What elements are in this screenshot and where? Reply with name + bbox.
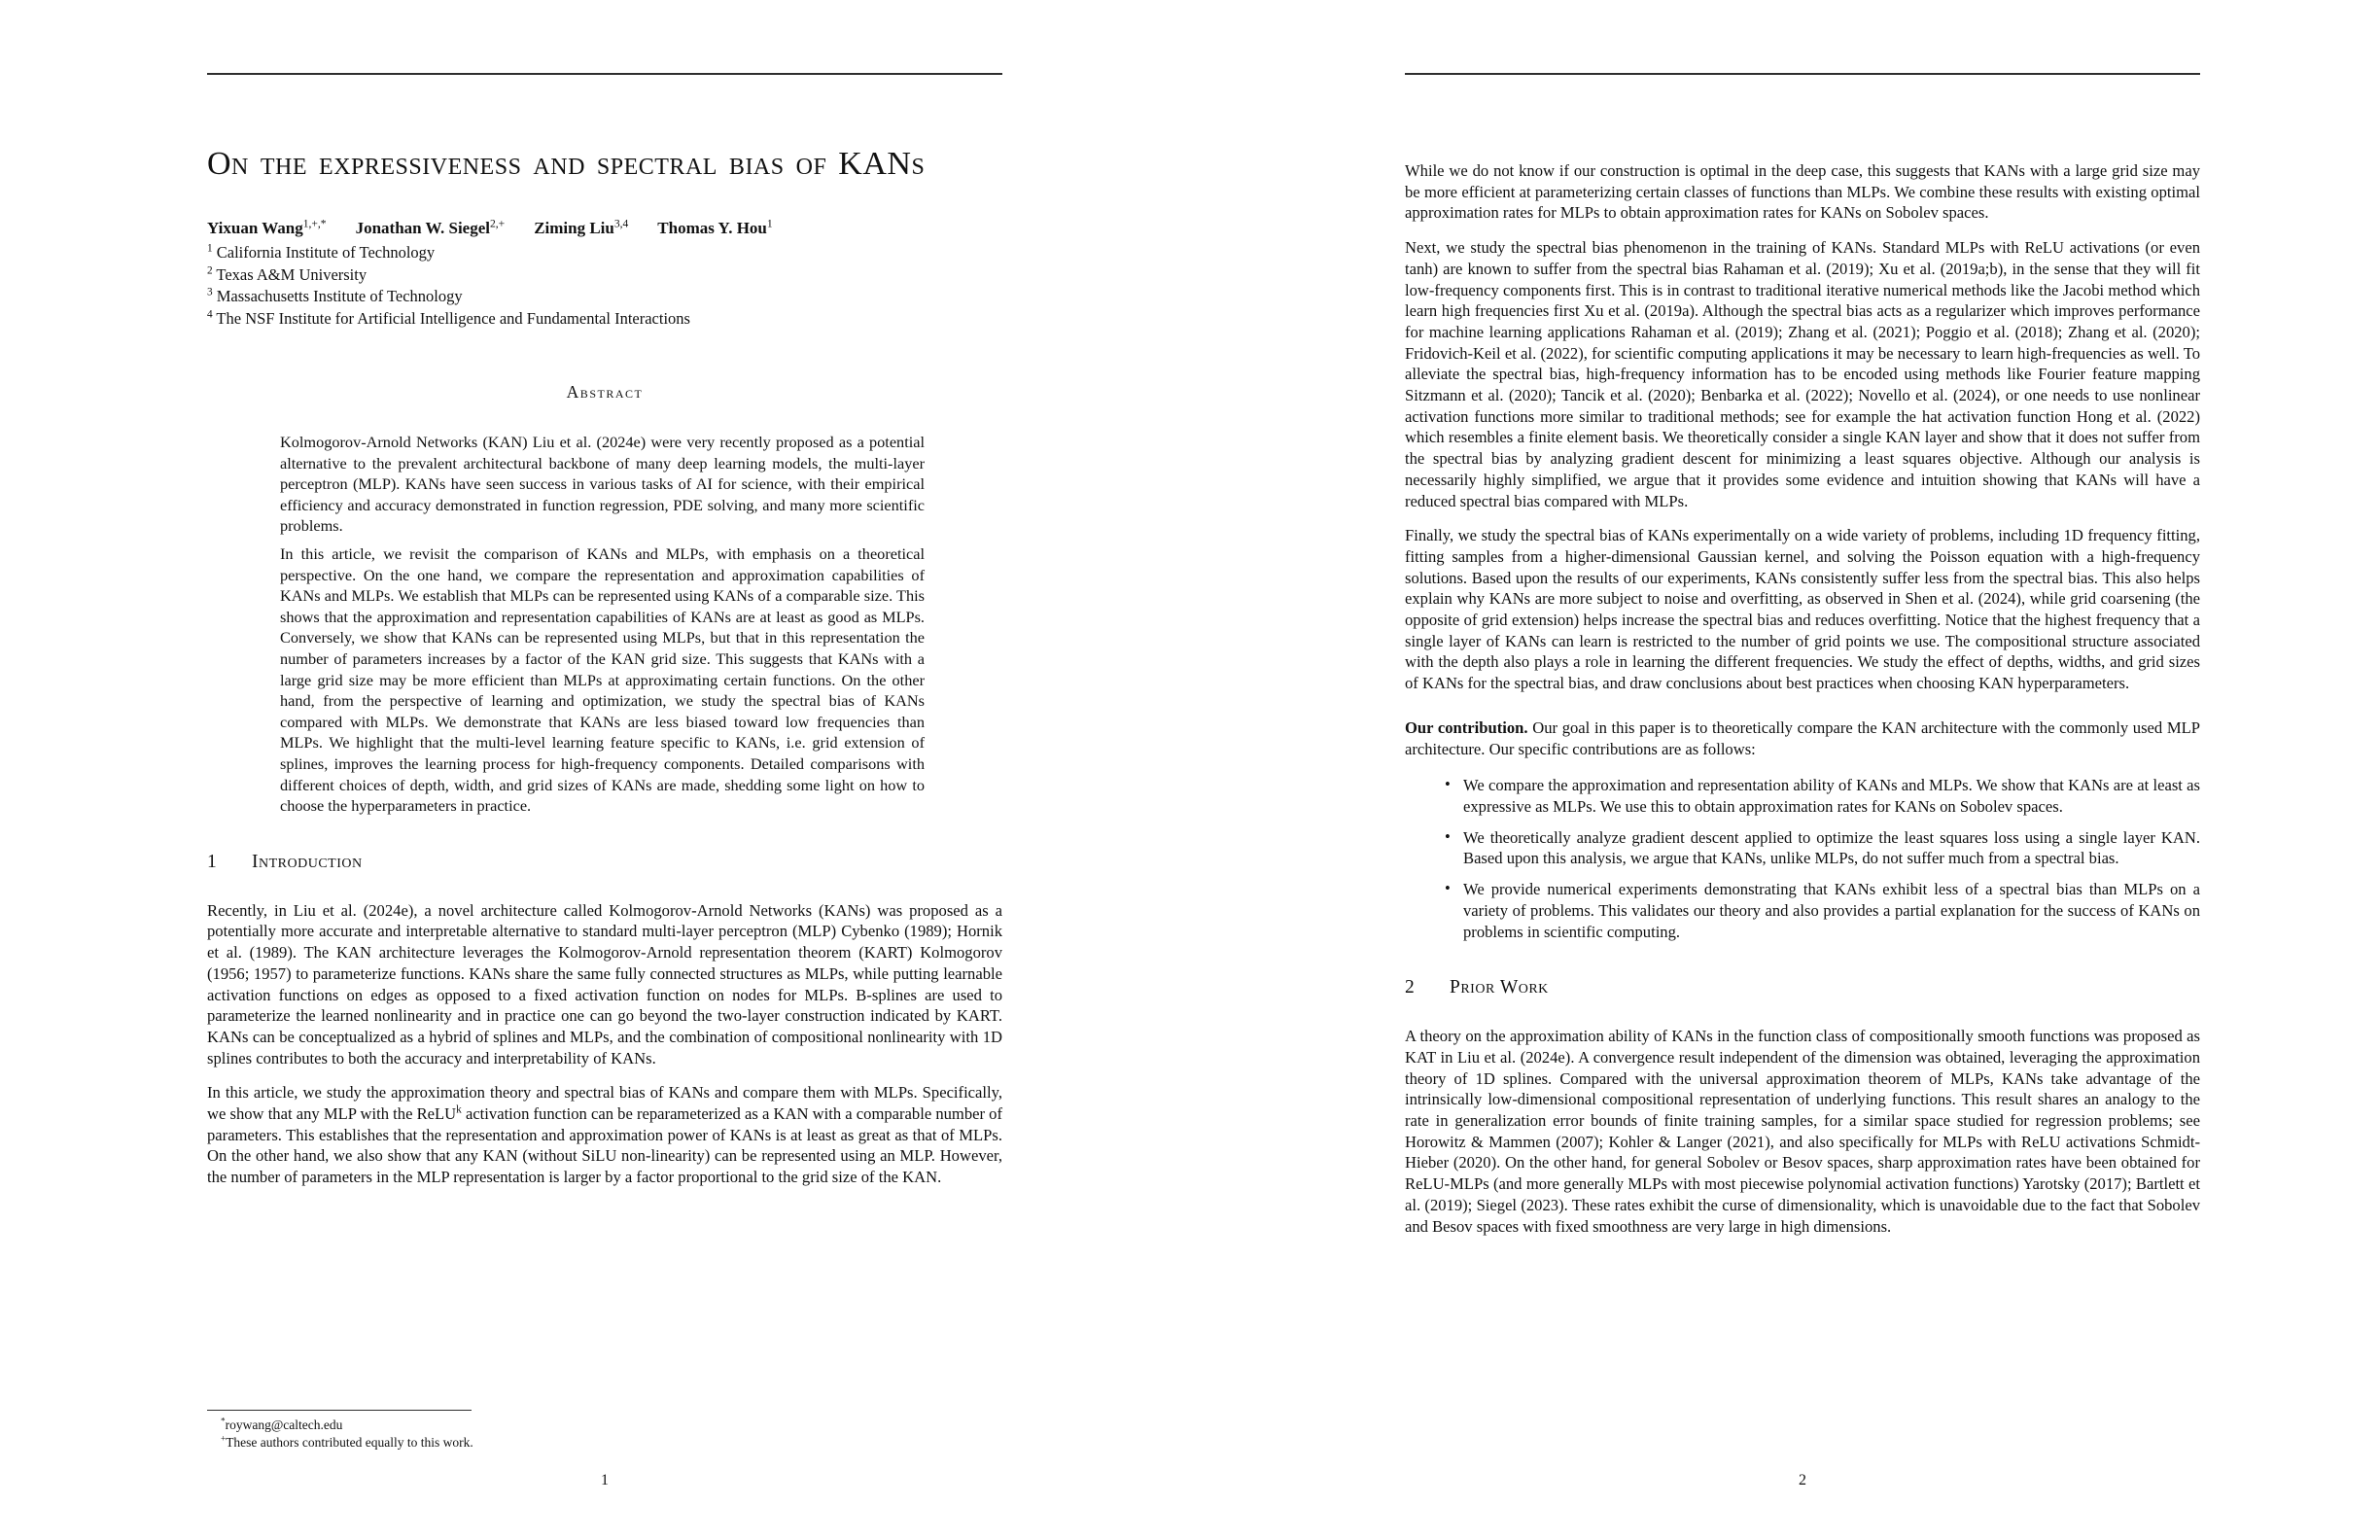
section-heading-prior-work bbox=[1405, 977, 2200, 998]
author-superscript: 2,+ bbox=[490, 217, 506, 230]
body-paragraph: While we do not know if our construction is optimal in the deep case, this suggests that KANs with a large grid size may be more efficient at parameterizing certain classes of functions than MLPs. We combine these results with existing optimal approximation rates for MLPs to obtain approximation rates for KANs on Sobolev spaces. bbox=[1405, 161, 2200, 223]
author bbox=[356, 219, 506, 237]
body-paragraph: Finally, we study the spectral bias of KANs experimentally on a wide variety of problems, including 1D frequency fitting, fitting samples from a higher-dimensional Gaussian kernel, and solving the Poisson equation with a high-frequency solutions. Based upon the results of our experiments, KANs consistently suffer less from the spectral bias. This also helps explain why KANs are more subject to noise and overfitting, as observed in Shen et al. (2024), while grid coarsening (the opposite of grid extension) helps increase the spectral bias and reduces overfitting. Notice that the highest frequency that a single layer of KANs can learn is restricted to the number of grid points we use. The compositional structure associated with the depth also plays a role in learning the different frequencies. We study the effect of depths, widths, and grid sizes of KANs for the spectral bias, and draw conclusions about best practices when choosing KAN hyperparameters. bbox=[1405, 526, 2200, 693]
header-rule bbox=[207, 73, 1002, 75]
bullet-icon: • bbox=[1445, 775, 1451, 794]
list-item bbox=[1445, 775, 2200, 817]
footnote-text: roywang@caltech.edu bbox=[225, 1418, 343, 1432]
relu-exponent: k bbox=[456, 1103, 462, 1116]
section-title: Prior Work bbox=[1450, 977, 1549, 998]
author bbox=[207, 219, 327, 237]
paper-title: On the expressiveness and spectral bias of KANs bbox=[207, 146, 926, 182]
contribution-text: Our goal in this paper is to theoretically compare the KAN architecture with the commonly used MLP architecture. Our specific contributions are as follows: bbox=[1405, 718, 2201, 758]
author-superscript: 1,+,* bbox=[302, 217, 327, 230]
affiliation-text: California Institute of Technology bbox=[212, 243, 436, 262]
page-number: 2 bbox=[1799, 1472, 1806, 1488]
section-title: Introduction bbox=[252, 851, 363, 872]
list-item-text: We theoretically analyze gradient descent applied to optimize the least squares loss using a single layer KAN. Based upon this analysis, we argue that KANs, unlike MLPs, do not suffer much from a spectral bias. bbox=[1463, 827, 2200, 868]
footnote-rule bbox=[207, 1410, 472, 1411]
affiliation-superscript: 1 bbox=[207, 242, 213, 255]
affiliation-superscript: 3 bbox=[207, 286, 213, 298]
affiliation-list bbox=[207, 242, 1002, 330]
author-name: Ziming Liu bbox=[534, 219, 614, 237]
author bbox=[534, 219, 628, 237]
paper-page-1 bbox=[207, 0, 1002, 1540]
contribution-paragraph bbox=[1405, 718, 2200, 759]
abstract-paragraph: In this article, we revisit the comparison of KANs and MLPs, with emphasis on a theoretical perspective. On the one hand, we compare the representation and approximation capabilities of KANs and MLPs. We establish that MLPs can be represented using KANs of a comparable size. This shows that the approximation and representation capabilities of KANs are at least as good as MLPs. Conversely, we show that KANs can be represented using MLPs, but that in this representation the number of parameters increases by a factor of the KAN grid size. This suggests that KANs with a large grid size may be more efficient than MLPs at approximating certain functions. On the other hand, from the perspective of learning and optimization, we study the spectral bias of KANs compared with MLPs. We demonstrate that KANs are less biased toward low frequencies than MLPs. We highlight that the multi-level learning feature specific to KANs, i.e. grid extension of splines, improves the learning process for high-frequency components. Detailed comparisons with different choices of depth, width, and grid sizes of KANs are made, shedding some light on how to choose the hyperparameters in practice. bbox=[280, 543, 925, 816]
affiliation-superscript: 2 bbox=[207, 264, 213, 276]
header-rule bbox=[1405, 73, 2200, 75]
affiliation-text: Texas A&M University bbox=[212, 264, 368, 284]
affiliation-superscript: 4 bbox=[207, 308, 213, 320]
footnote-text: These authors contributed equally to this work. bbox=[226, 1434, 473, 1450]
page-number: 1 bbox=[601, 1472, 609, 1488]
bullet-icon: • bbox=[1445, 879, 1451, 898]
author-superscript: 1 bbox=[766, 217, 773, 230]
author-name: Thomas Y. Hou bbox=[657, 219, 767, 237]
body-paragraph: Recently, in Liu et al. (2024e), a novel architecture called Kolmogorov-Arnold Networks (KANs) was proposed as a potentially more accurate and interpretable alternative to standard multi-layer perceptron (MLP) Cybenko (1989); Hornik et al. (1989). The KAN architecture leverages the Kolmogorov-Arnold representation theorem (KART) Kolmogorov (1956; 1957) to parameterize functions. KANs share the same fully connected structures as MLPs, while putting learnable activation functions on edges as opposed to a fixed activation function on nodes for MLPs. B-splines are used to parameterize the learned nonlinearity and in practice one can go beyond the two-layer construction indicated by KART. KANs can be conceptualized as a hybrid of splines and MLPs, and the combination of compositional nonlinearity with 1D splines contributes to both the accuracy and interpretability of KANs. bbox=[207, 900, 1002, 1068]
list-item-text: We compare the approximation and representation ability of KANs and MLPs. We show that KANs are at least as expressive as MLPs. We use this to obtain approximation rates for KANs on Sobolev spaces. bbox=[1463, 776, 2200, 816]
author-superscript: 3,4 bbox=[613, 217, 629, 230]
affiliation bbox=[207, 242, 1002, 264]
author-name: Yixuan Wang bbox=[207, 219, 303, 237]
body-paragraph bbox=[207, 1082, 1002, 1188]
paper-page-2 bbox=[1405, 0, 2200, 1540]
author bbox=[657, 219, 772, 237]
section-number: 2 bbox=[1405, 977, 1416, 998]
paragraph-text: In this article, we study the approximation theory and spectral bias of KANs and compare them with MLPs. Specifically, we show that any MLP with the ReLU bbox=[207, 1083, 1002, 1124]
list-item bbox=[1445, 879, 2200, 942]
affiliation bbox=[207, 286, 1002, 308]
contribution-list bbox=[1405, 775, 2200, 942]
affiliation-text: Massachusetts Institute of Technology bbox=[212, 287, 463, 305]
footnote-block bbox=[207, 1410, 1002, 1451]
abstract-heading: Abstract bbox=[566, 382, 644, 402]
author-name: Jonathan W. Siegel bbox=[355, 219, 490, 237]
affiliation bbox=[207, 264, 1002, 287]
footnote-marker: + bbox=[221, 1433, 227, 1443]
list-item bbox=[1445, 826, 2200, 869]
body-paragraph: A theory on the approximation ability of KANs in the function class of compositionally smooth functions was proposed as KAT in Liu et al. (2024e). A convergence result independent of the dimension was obtained, leveraging the approximation theory of 1D splines. Compared with the universal approximation theorem of MLPs, KANs take advantage of the intrinsically low-dimensional compositional representation of underlying functions. This result shares an analogy to the rate in generalization error bounds of finite training samples, for a similar space studied for regression problems; see Horowitz & Mammen (2007); Kohler & Langer (2021), and also specifically for MLPs with ReLU activations Schmidt-Hieber (2020). On the other hand, for general Sobolev or Besov spaces, sharp approximation rates have been obtained for ReLU-MLPs (and more generally MLPs with most piecewise polynomial activation functions) Yarotsky (2017); Bartlett et al. (2019); Siegel (2023). These rates exhibit the curse of dimensionality, which is unavoidable due to the fact that Sobolev and Besov spaces with fixed smoothness are very large in high dimensions. bbox=[1405, 1027, 2200, 1236]
section-heading-introduction bbox=[207, 852, 1002, 873]
footnote-marker: * bbox=[221, 1416, 226, 1426]
abstract-body bbox=[280, 432, 925, 817]
abstract-paragraph: Kolmogorov-Arnold Networks (KAN) Liu et al. (2024e) were very recently proposed as a potential alternative to the prevalent architectural backbone of many deep learning models, the multi-layer perceptron (MLP). KANs have seen success in various tasks of AI for science, with their empirical efficiency and accuracy demonstrated in function regression, PDE solving, and many more scientific problems. bbox=[280, 433, 925, 536]
body-paragraph: Next, we study the spectral bias phenomenon in the training of KANs. Standard MLPs with ReLU activations (or even tanh) are known to suffer from the spectral bias Rahaman et al. (2019); Xu et al. (2019a;b), in the sense that they will fit low-frequency components first. This is in contrast to traditional iterative numerical methods like the Jacobi method which learn high frequencies first Xu et al. (2019a). Although the spectral bias acts as a regularizer which improves performance for machine learning applications Rahaman et al. (2019); Zhang et al. (2021); Poggio et al. (2018); Zhang et al. (2020); Fridovich-Keil et al. (2022), for scientific computing applications it may be necessary to learn high-frequencies as well. To alleviate the spectral bias, high-frequency information has to be encoded using methods like Fourier feature mapping Sitzmann et al. (2020); Tancik et al. (2020); Benbarka et al. (2022); Novello et al. (2024), or one needs to use nonlinear activation functions more similar to traditional methods; see for example the hat activation function Hong et al. (2022) which resembles a finite element basis. We theoretically consider a single KAN layer and show that it does not suffer from the spectral bias by analyzing gradient descent for minimizing a least squares objective. Although our analysis is necessarily highly simplified, we argue that it provides some evidence and intuition showing that KANs will have a reduced spectral bias compared with MLPs. bbox=[1405, 238, 2200, 510]
footnote bbox=[207, 1434, 1002, 1452]
list-item-text: We provide numerical experiments demonstrating that KANs exhibit less of a spectral bias than MLPs on a variety of problems. This validates our theory and also provides a partial explanation for the success of KANs on problems in scientific computing. bbox=[1463, 880, 2200, 941]
affiliation-text: The NSF Institute for Artificial Intelligence and Fundamental Interactions bbox=[212, 308, 690, 328]
paragraph-text: activation function can be reparameterized as a KAN with a comparable number of parameters. This establishes that the representation and approximation power of KANs is at least as great as that of MLPs. On the other hand, we also show that any KAN (without SiLU non-linearity) can be represented using an MLP. However, the number of parameters in the MLP representation is larger by a factor proportional to the grid size of the KAN. bbox=[207, 1104, 1003, 1187]
author-line bbox=[207, 218, 1002, 239]
contribution-lead: Our contribution. bbox=[1405, 718, 1528, 737]
bullet-icon: • bbox=[1445, 826, 1451, 846]
affiliation bbox=[207, 308, 1002, 331]
section-number: 1 bbox=[207, 851, 218, 872]
footnote bbox=[207, 1417, 1002, 1434]
